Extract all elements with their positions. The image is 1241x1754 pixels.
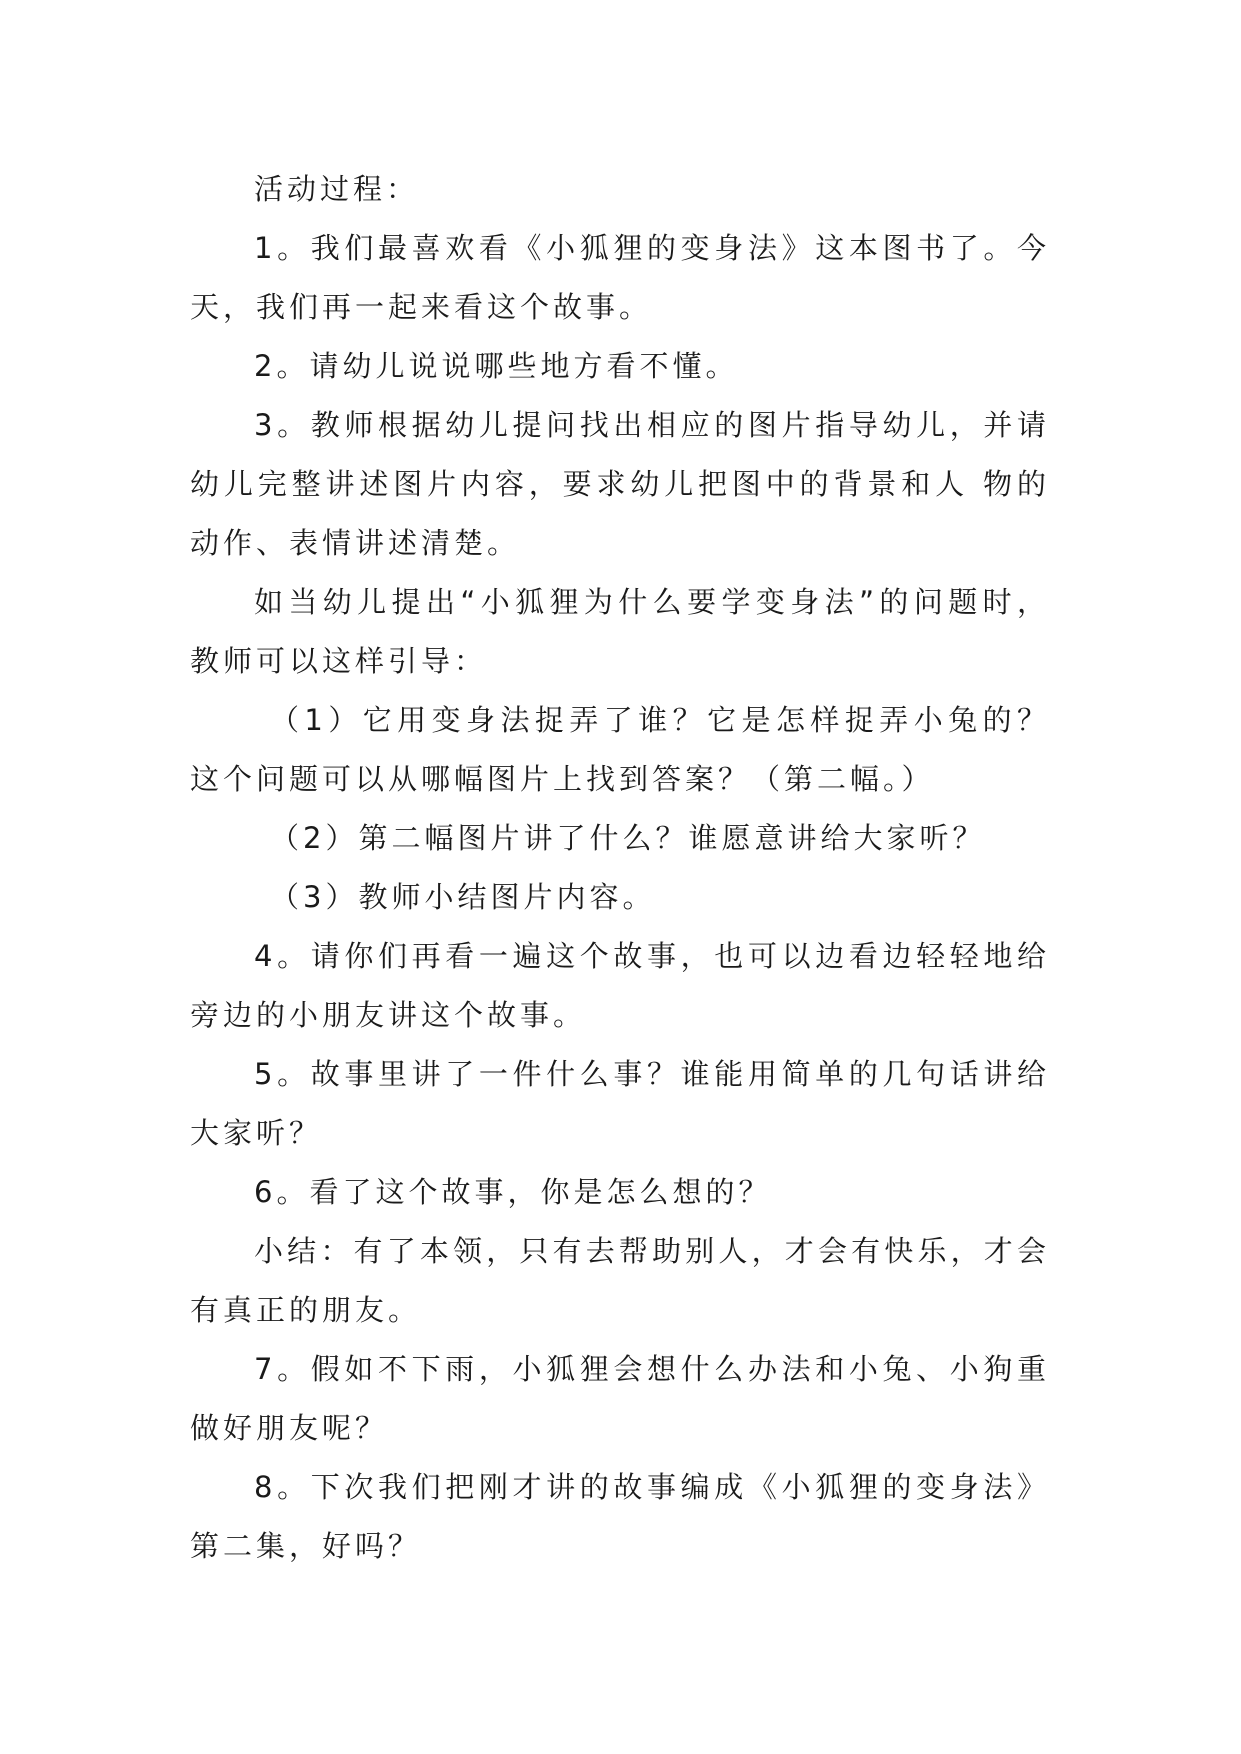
guide-2-paragraph: （2）第二幅图片讲了什么？谁愿意讲给大家听？ [270, 821, 986, 855]
step-7-paragraph: 7。假如不下雨，小狐狸会想什么办法和小兔、小狗重做好朋友呢？ [190, 1352, 1050, 1445]
example-intro-paragraph: 如当幼儿提出“小狐狸为什么要学变身法”的问题时，教师可以这样引导： [190, 585, 1050, 678]
summary-paragraph: 小结：有了本领，只有去帮助别人，才会有快乐，才会有真正的朋友。 [190, 1234, 1050, 1327]
guide-1-paragraph: （1）它用变身法捉弄了谁？它是怎样捉弄小兔的？这个问题可以从哪幅图片上找到答案？（第二幅。） [190, 703, 1050, 796]
process-heading: 活动过程： [254, 172, 420, 206]
step-8-paragraph: 8。下次我们把刚才讲的故事编成《小狐狸的变身法》第二集，好吗？ [190, 1470, 1050, 1563]
document-body [190, 160, 1050, 1576]
step-6-paragraph: 6。看了这个故事，你是怎么想的？ [254, 1175, 772, 1209]
step-2-paragraph: 2。请幼儿说说哪些地方看不懂。 [254, 349, 739, 383]
step-1-paragraph: 1。我们最喜欢看《小狐狸的变身法》这本图书了。今天，我们再一起来看这个故事。 [190, 231, 1050, 324]
step-4-paragraph: 4。请你们再看一遍这个故事，也可以边看边轻轻地给旁边的小朋友讲这个故事。 [190, 939, 1050, 1032]
step-3-paragraph: 3。教师根据幼儿提问找出相应的图片指导幼儿，并请幼儿完整讲述图片内容，要求幼儿把图中的背景和人 物的动作、表情讲述清楚。 [190, 408, 1050, 560]
step-5-paragraph: 5。故事里讲了一件什么事？谁能用简单的几句话讲给大家听？ [190, 1057, 1050, 1150]
guide-3-paragraph: （3）教师小结图片内容。 [270, 880, 656, 914]
